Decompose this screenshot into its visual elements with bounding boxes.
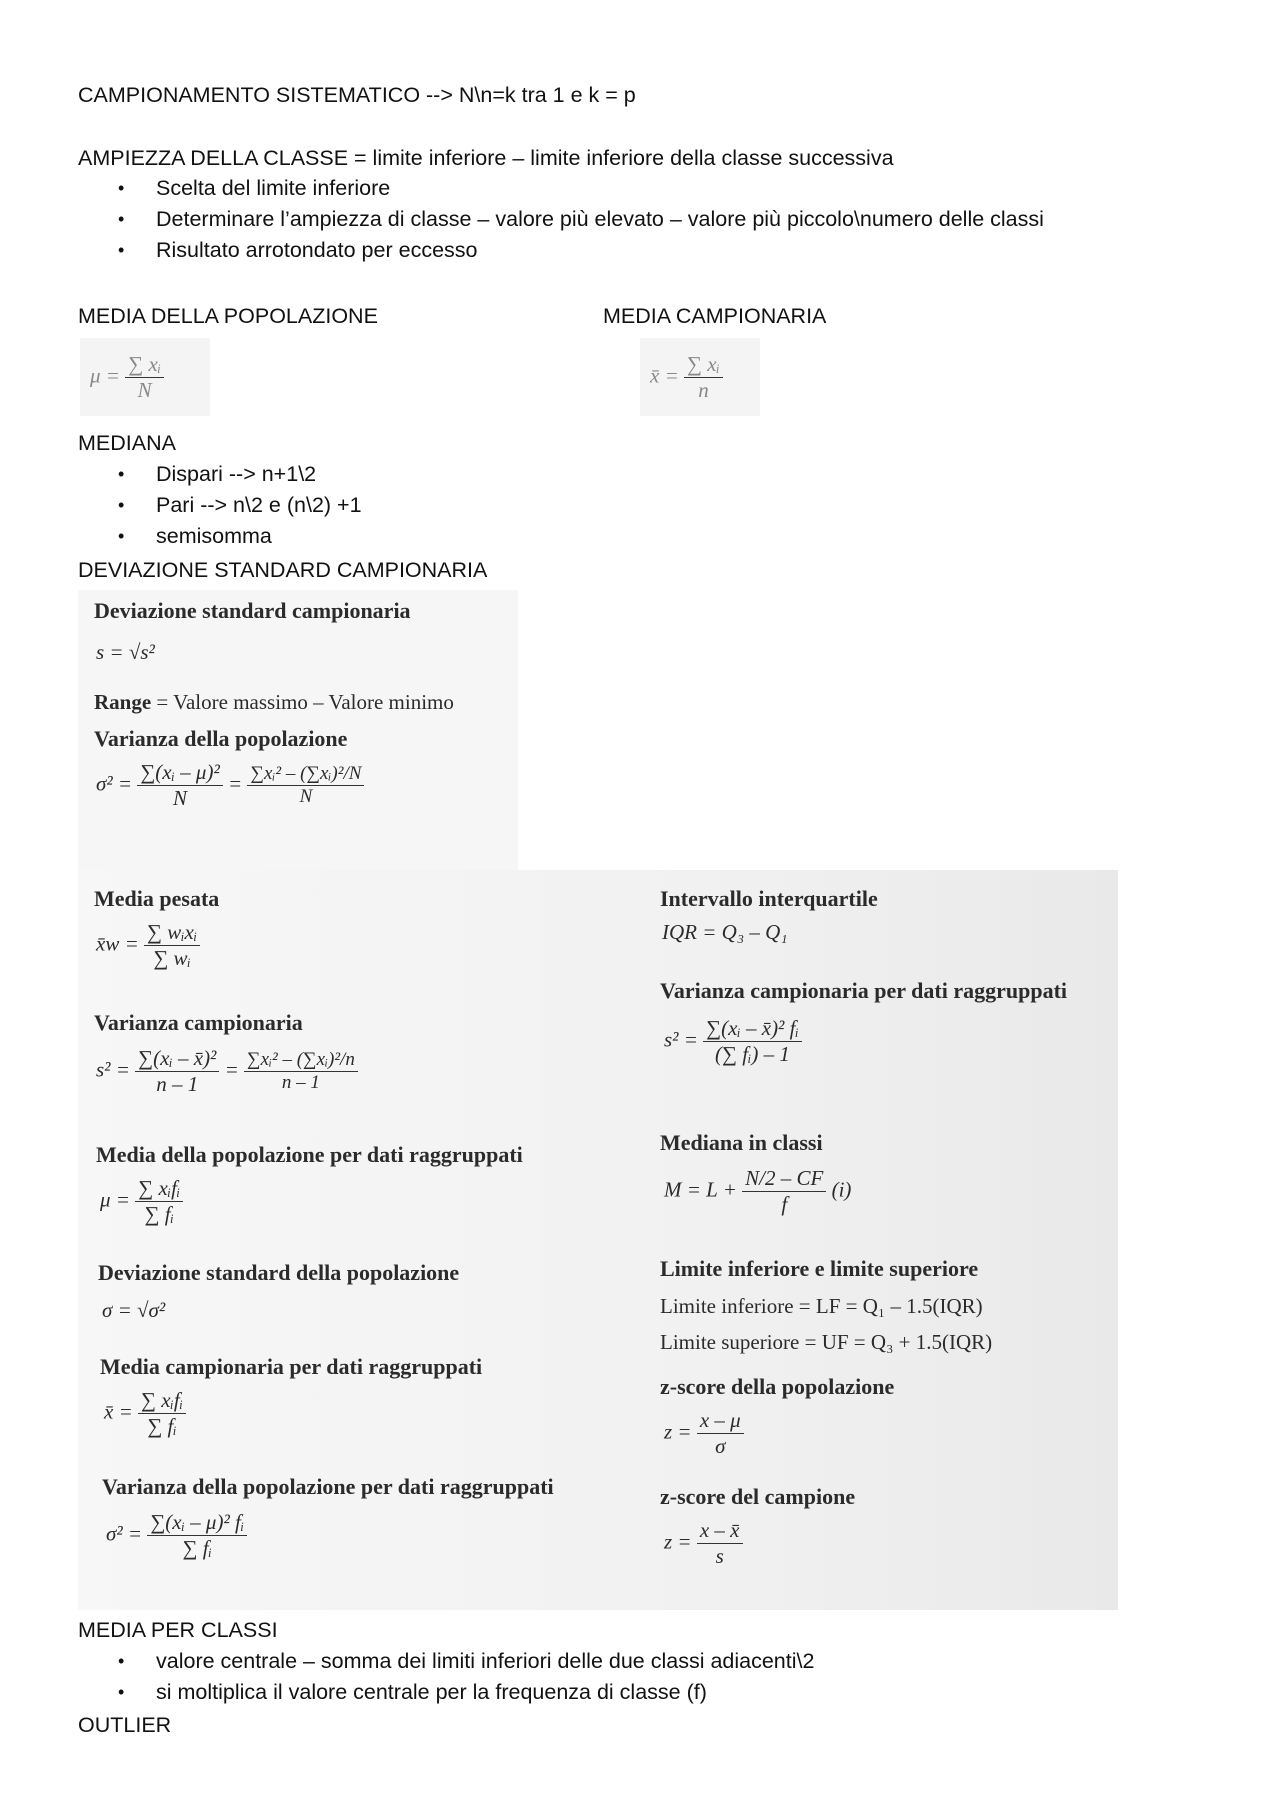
heading-media-campionaria: MEDIA CAMPIONARIA [603, 304, 827, 328]
line-ampiezza: AMPIEZZA DELLA CLASSE = limite inferiore – limite inferiore della classe successiva [78, 146, 894, 170]
formula-media-campionaria: x̄ = $\frac{\text{∑ xᵢ}}{n}$ [640, 338, 760, 416]
formula-z-pop: z = $\frac{x - \mu}{\sigma}$ [664, 1408, 744, 1459]
formula-iqr: IQR = Q₃ – Q₁ [662, 920, 788, 944]
scan-formulario [78, 870, 1118, 1610]
scan-heading-limiti: Limite inferiore e limite superiore [660, 1256, 979, 1281]
scan-heading-var-camp-rag: Varianza campionaria per dati raggruppati [660, 978, 1068, 1003]
scan-heading-dev-std: Deviazione standard campionaria [94, 598, 411, 623]
formula-var-pop-rag: σ² = $\frac{\text{∑(xᵢ – μ)² fᵢ}}{\text{∑ fᵢ}}$ [106, 1510, 247, 1561]
scan-heading-z-camp: z-score del campione [660, 1484, 856, 1509]
formula-dev-std: s = √s² [96, 640, 155, 664]
line-campionamento: CAMPIONAMENTO SISTEMATICO --> N\n=k tra 1 e k = p [78, 83, 636, 107]
heading-media-popolazione: MEDIA DELLA POPOLAZIONE [78, 304, 378, 328]
formula-dev-pop: σ = √σ² [102, 1298, 166, 1322]
formula-var-pop: σ² = $\frac{\text{∑(xᵢ – μ)²}}{N}$ = $\frac{\text{∑xᵢ² – (∑xᵢ)²/N}}{N}$ [96, 760, 364, 811]
formula-var-camp-rag: s² = $\frac{\text{∑(xᵢ – x̄)² fᵢ}}{\text{(∑ fᵢ) – 1}}$ [664, 1016, 802, 1067]
formula-mediana-classi: M = L + $\frac{N/2 - CF}{f}$ (i) [664, 1166, 852, 1216]
scan-heading-mediana-classi: Mediana in classi [660, 1130, 823, 1155]
scan-heading-var-pop: Varianza della popolazione [94, 726, 348, 751]
heading-media-per-classi: MEDIA PER CLASSI [78, 1618, 278, 1642]
formula-media-pesata: x̄w = $\frac{\text{∑ wᵢxᵢ}}{\text{∑ wᵢ}}$ [96, 920, 200, 971]
formula-media-camp-rag: x̄ = $\frac{\text{∑ xᵢfᵢ}}{\text{∑ fᵢ}}$ [104, 1388, 186, 1439]
scan-heading-iqr: Intervallo interquartile [660, 886, 878, 911]
scan-heading-z-pop: z-score della popolazione [660, 1374, 895, 1399]
formula-media-popolazione: μ = $\frac{\text{∑ xᵢ}}{N}$ [80, 338, 210, 416]
scan-heading-media-pop-rag: Media della popolazione per dati raggruppati [96, 1142, 523, 1167]
formula-limite-inferiore: Limite inferiore = LF = Q₁ – 1.5(IQR) [660, 1294, 983, 1318]
heading-deviazione: DEVIAZIONE STANDARD CAMPIONARIA [78, 558, 488, 582]
formula-z-camp: z = $\frac{x - x̄}{s}$ [664, 1518, 743, 1569]
formula-media-pop-rag: μ = $\frac{\text{∑ xᵢfᵢ}}{\text{∑ fᵢ}}$ [100, 1176, 183, 1227]
scan-heading-var-pop-rag: Varianza della popolazione per dati raggruppati [102, 1474, 554, 1499]
formula-limite-superiore: Limite superiore = UF = Q₃ + 1.5(IQR) [660, 1330, 993, 1354]
scan-heading-media-camp-rag: Media campionaria per dati raggruppati [100, 1354, 483, 1379]
scan-deviazione-varianza [78, 590, 518, 870]
scan-heading-media-pesata: Media pesata [94, 886, 220, 911]
formula-var-camp: s² = $\frac{\text{∑(xᵢ – x̄)²}}{n - 1}$ = $\frac{\text{∑xᵢ² – (∑xᵢ)²/n}}{n - 1}$ [96, 1046, 358, 1097]
formula-range: Range = Valore massimo – Valore minimo [94, 690, 454, 714]
scan-heading-dev-pop: Deviazione standard della popolazione [98, 1260, 460, 1285]
scan-heading-var-camp: Varianza campionaria [94, 1010, 303, 1035]
heading-mediana: MEDIANA [78, 431, 176, 455]
heading-outlier: OUTLIER [78, 1713, 172, 1737]
